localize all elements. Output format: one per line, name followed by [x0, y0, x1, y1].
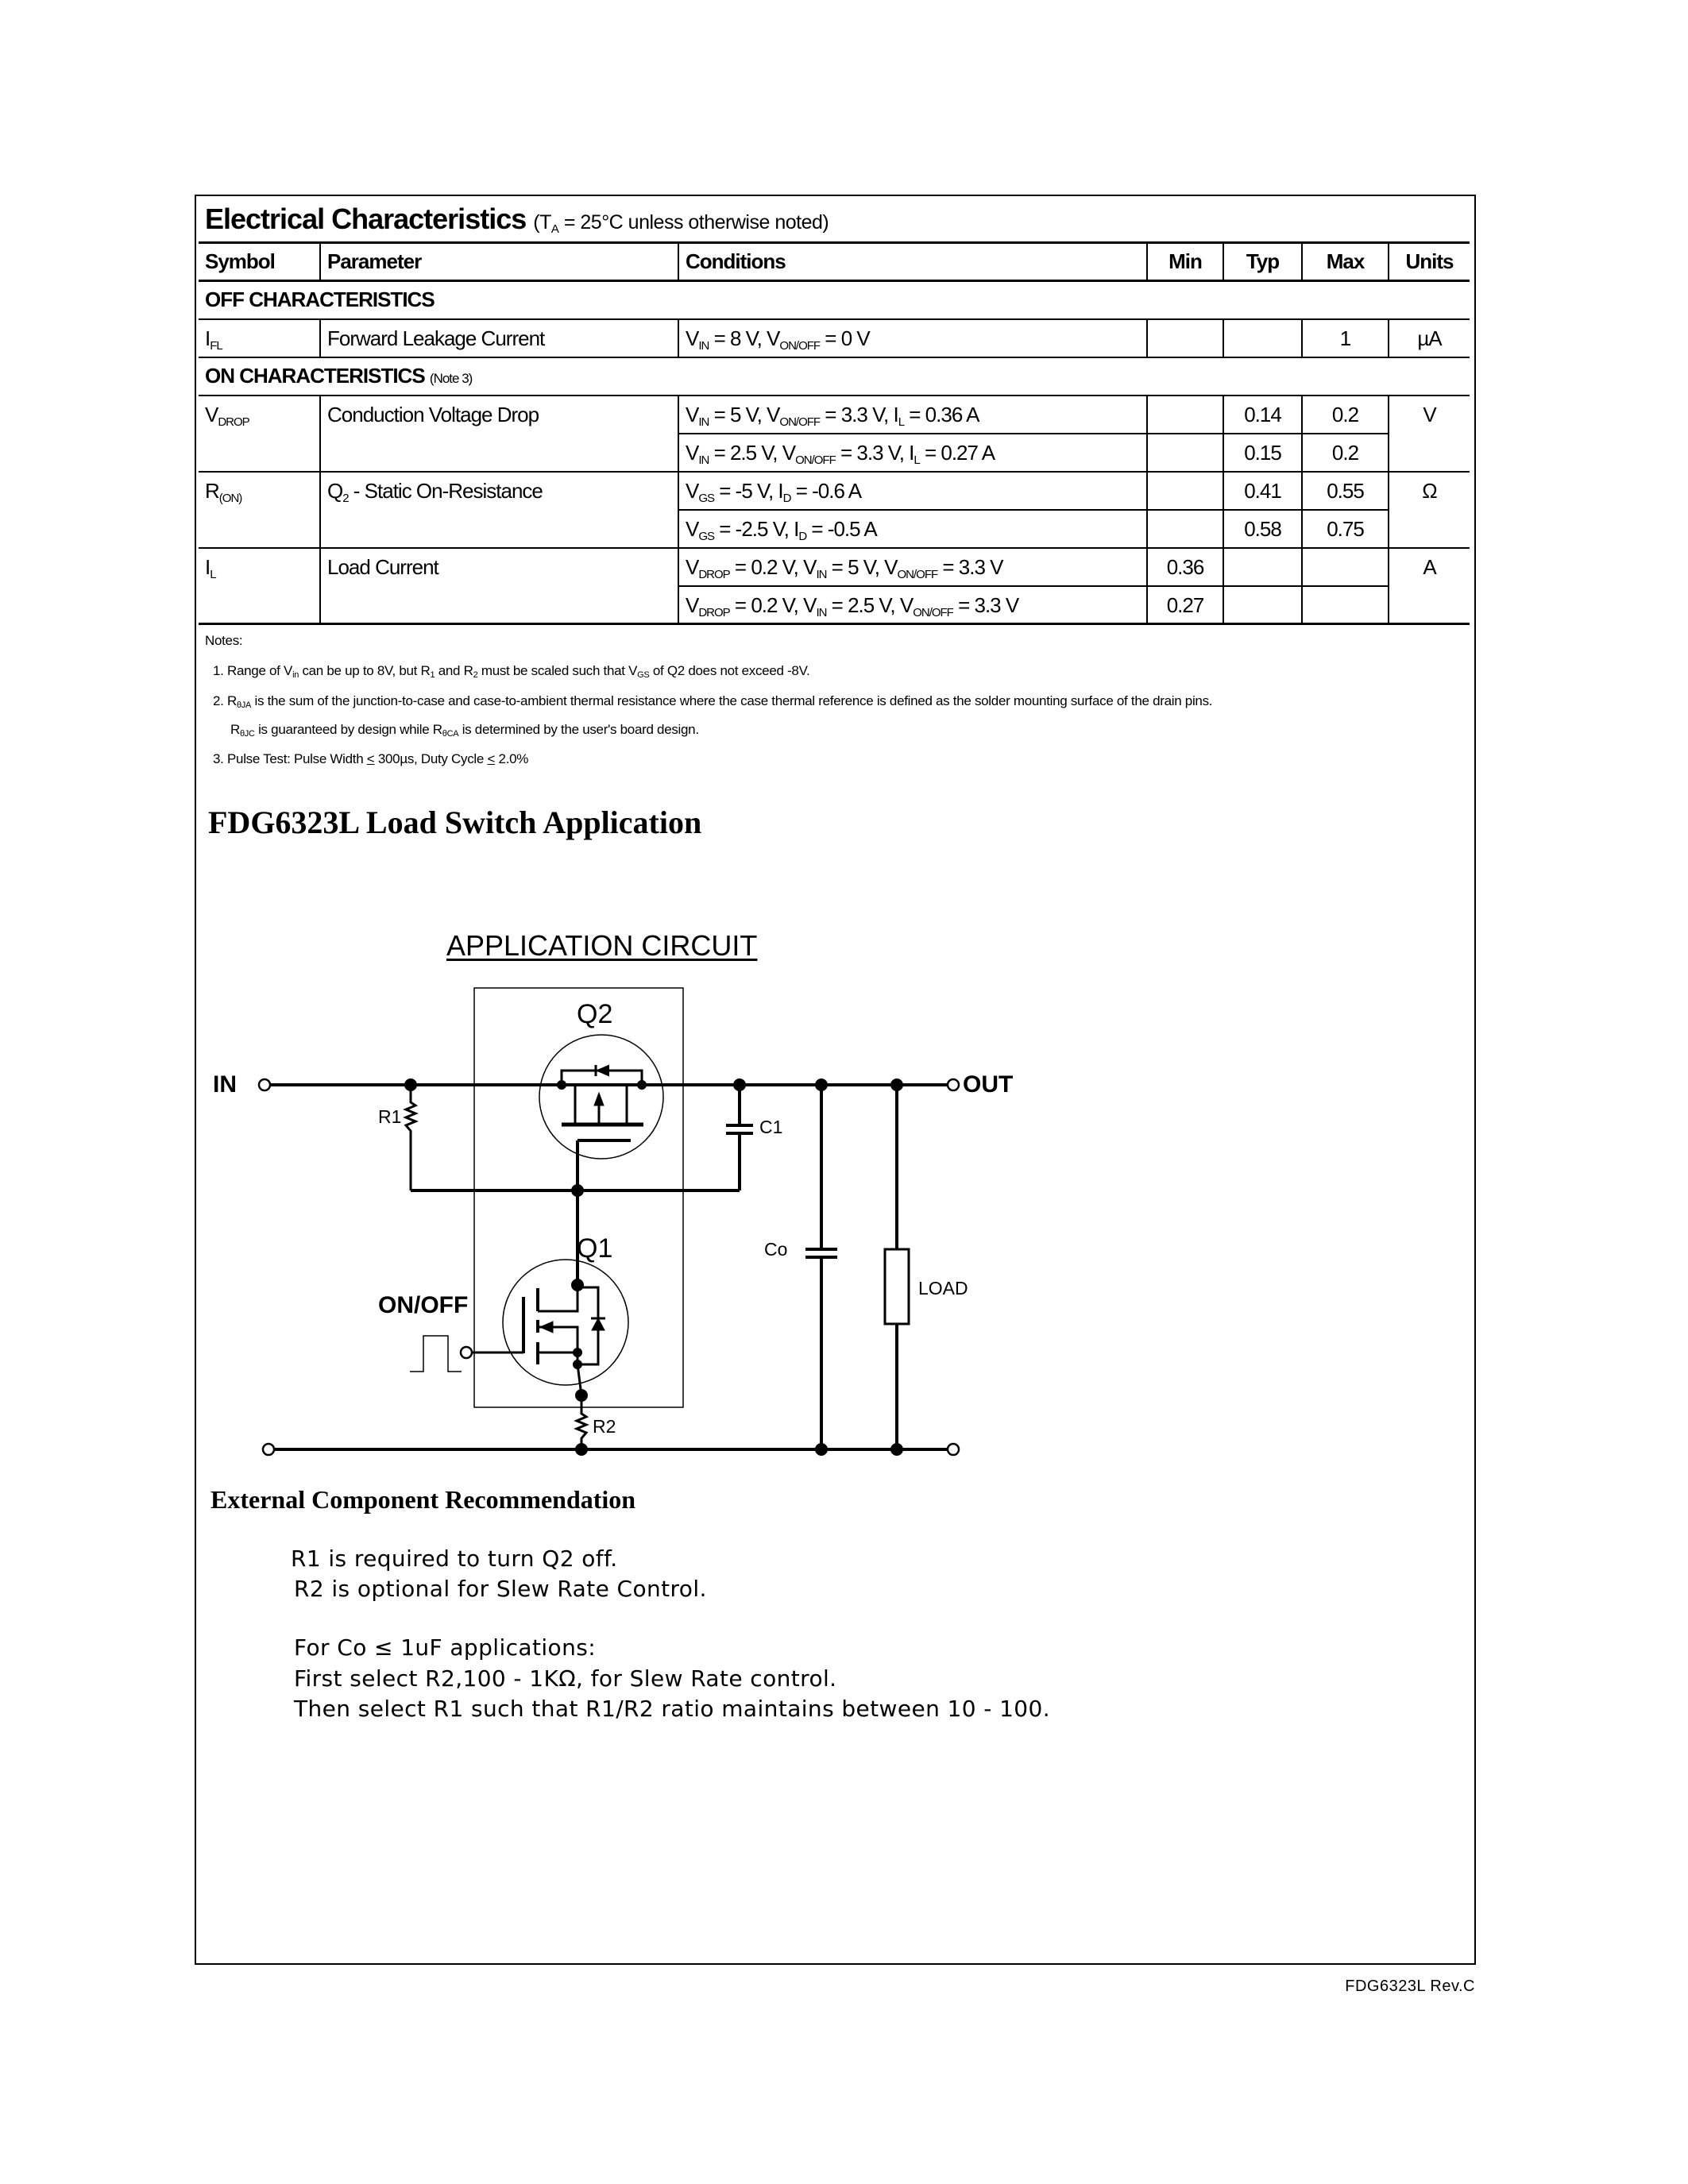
out-label: OUT [963, 1071, 1014, 1098]
conditions: $V_{GS} = -5$ V, $I_D = -0.6$ A [678, 472, 1147, 510]
typ: 0.41 [1223, 472, 1302, 510]
col-header: Min [1147, 243, 1223, 281]
parameter: $Q_2$ - Static On-Resistance [320, 472, 678, 548]
onoff-label: ON/OFF [378, 1292, 469, 1318]
section-title: Electrical Characteristics ($T_A = 25^\circ C$ unless otherwise noted) [205, 203, 829, 236]
recommendation-line: R1 is required to turn Q2 off. [291, 1545, 618, 1572]
max: 0.75 [1302, 510, 1389, 548]
conditions: $V_{IN} = 2.5$ V, $V_{ON/OFF} = 3.3$ V, $I_L = 0.27$ A [678, 434, 1147, 472]
max: 0.2 [1302, 396, 1389, 434]
onoff-terminal [461, 1347, 472, 1358]
parameter: Conduction Voltage Drop [320, 396, 678, 472]
circuit-title: APPLICATION CIRCUIT [446, 929, 758, 962]
recommendation-line: Then select R1 such that R1/R2 ratio maintains between 10 - 100. [294, 1696, 1051, 1722]
pulse-waveform-icon [410, 1336, 462, 1372]
min: 0.27 [1147, 586, 1223, 624]
recommendation-line: For Co ≤ 1uF applications: [294, 1634, 597, 1661]
q1-label: Q1 [577, 1233, 613, 1264]
symbol: $I_{FL}$ [199, 319, 320, 357]
min: 0.36 [1147, 548, 1223, 586]
col-header: Symbol [199, 243, 320, 281]
q1-body-diode [592, 1318, 605, 1330]
note-2b: $R_{\theta JC}$ is guaranteed by design while $R_{\theta CA}$ is determined by the user's board design. [230, 722, 699, 739]
max: 0.55 [1302, 472, 1389, 510]
note-1: 1. Range of $V_{in}$ can be up to 8V, but $R_1$ and $R_2$ must be scaled such that $V_{GS}$ of Q2 does not exceed -8V. [213, 663, 810, 680]
typ: 0.14 [1223, 396, 1302, 434]
q2-body-diode [597, 1066, 608, 1075]
conditions: $V_{DROP} = 0.2$ V, $V_{IN} = 2.5$ V, $V_{ON/OFF} = 3.3$ V [678, 586, 1147, 624]
q2-label: Q2 [577, 999, 613, 1029]
units: V [1389, 396, 1470, 472]
units: Ω [1389, 472, 1470, 548]
section-label: OFF CHARACTERISTICS [199, 281, 1470, 319]
r1-label: R1 [378, 1106, 402, 1127]
recommendation-line: First select R2,100 - 1KΩ, for Slew Rate control. [294, 1665, 837, 1692]
symbol: $R_{(ON)}$ [199, 472, 320, 548]
r2-label: R2 [593, 1416, 616, 1437]
parameter: Forward Leakage Current [320, 319, 678, 357]
r2-resistor [577, 1395, 586, 1449]
conditions: $V_{DROP} = 0.2$ V, $V_{IN} = 5$ V, $V_{ON/OFF} = 3.3$ V [678, 548, 1147, 586]
conditions: $V_{IN} = 5$ V, $V_{ON/OFF} = 3.3$ V, $I_L = 0.36$ A [678, 396, 1147, 434]
parameter: Load Current [320, 548, 678, 624]
footer-revision: FDG6323L Rev.C [1345, 1978, 1475, 1995]
r1-resistor [406, 1085, 415, 1190]
col-header: Conditions [678, 243, 1147, 281]
in-terminal [259, 1079, 270, 1090]
conditions: $V_{IN} = 8$ V, $V_{ON/OFF} = 0$ V [678, 319, 1147, 357]
notes-label: Notes: [205, 633, 243, 648]
symbol: $I_L$ [199, 548, 320, 624]
title-note: ($T_A = 25^\circ C$ unless otherwise noted) [533, 211, 829, 236]
conditions: $V_{GS} = -2.5$ V, $I_D = -0.5$ A [678, 510, 1147, 548]
out-terminal [948, 1079, 959, 1090]
symbol: $V_{DROP}$ [199, 396, 320, 472]
gnd-terminal-right [948, 1444, 959, 1455]
gnd-terminal-left [263, 1444, 274, 1455]
col-header: Typ [1223, 243, 1302, 281]
units: µA [1389, 319, 1470, 357]
in-label: IN [213, 1071, 237, 1098]
units: A [1389, 548, 1470, 624]
load-label: LOAD [918, 1278, 968, 1298]
external-component-heading: External Component Recommendation [211, 1485, 636, 1514]
q1-mosfet [503, 1260, 628, 1385]
note-3: 3. Pulse Test: Pulse Width < 300µs, Duty Cycle < 2.0% [213, 751, 529, 766]
load-resistor [885, 1249, 909, 1324]
typ: 0.58 [1223, 510, 1302, 548]
col-header: Max [1302, 243, 1389, 281]
co-label: Co [764, 1239, 788, 1260]
max: 0.2 [1302, 434, 1389, 472]
max: 1 [1302, 319, 1389, 357]
typ: 0.15 [1223, 434, 1302, 472]
col-header: Parameter [320, 243, 678, 281]
section-label: ON CHARACTERISTICS (Note 3) [199, 357, 1470, 396]
col-header: Units [1389, 243, 1470, 281]
recommendation-line: R2 is optional for Slew Rate Control. [294, 1576, 707, 1602]
c1-label: C1 [759, 1117, 783, 1137]
note-2: 2. $R_{\theta JA}$ is the sum of the junction-to-case and case-to-ambient thermal resistance where the case thermal reference is defined as the solder mounting surface of the drain pins. [213, 693, 1213, 710]
application-heading: FDG6323L Load Switch Application [208, 805, 702, 840]
